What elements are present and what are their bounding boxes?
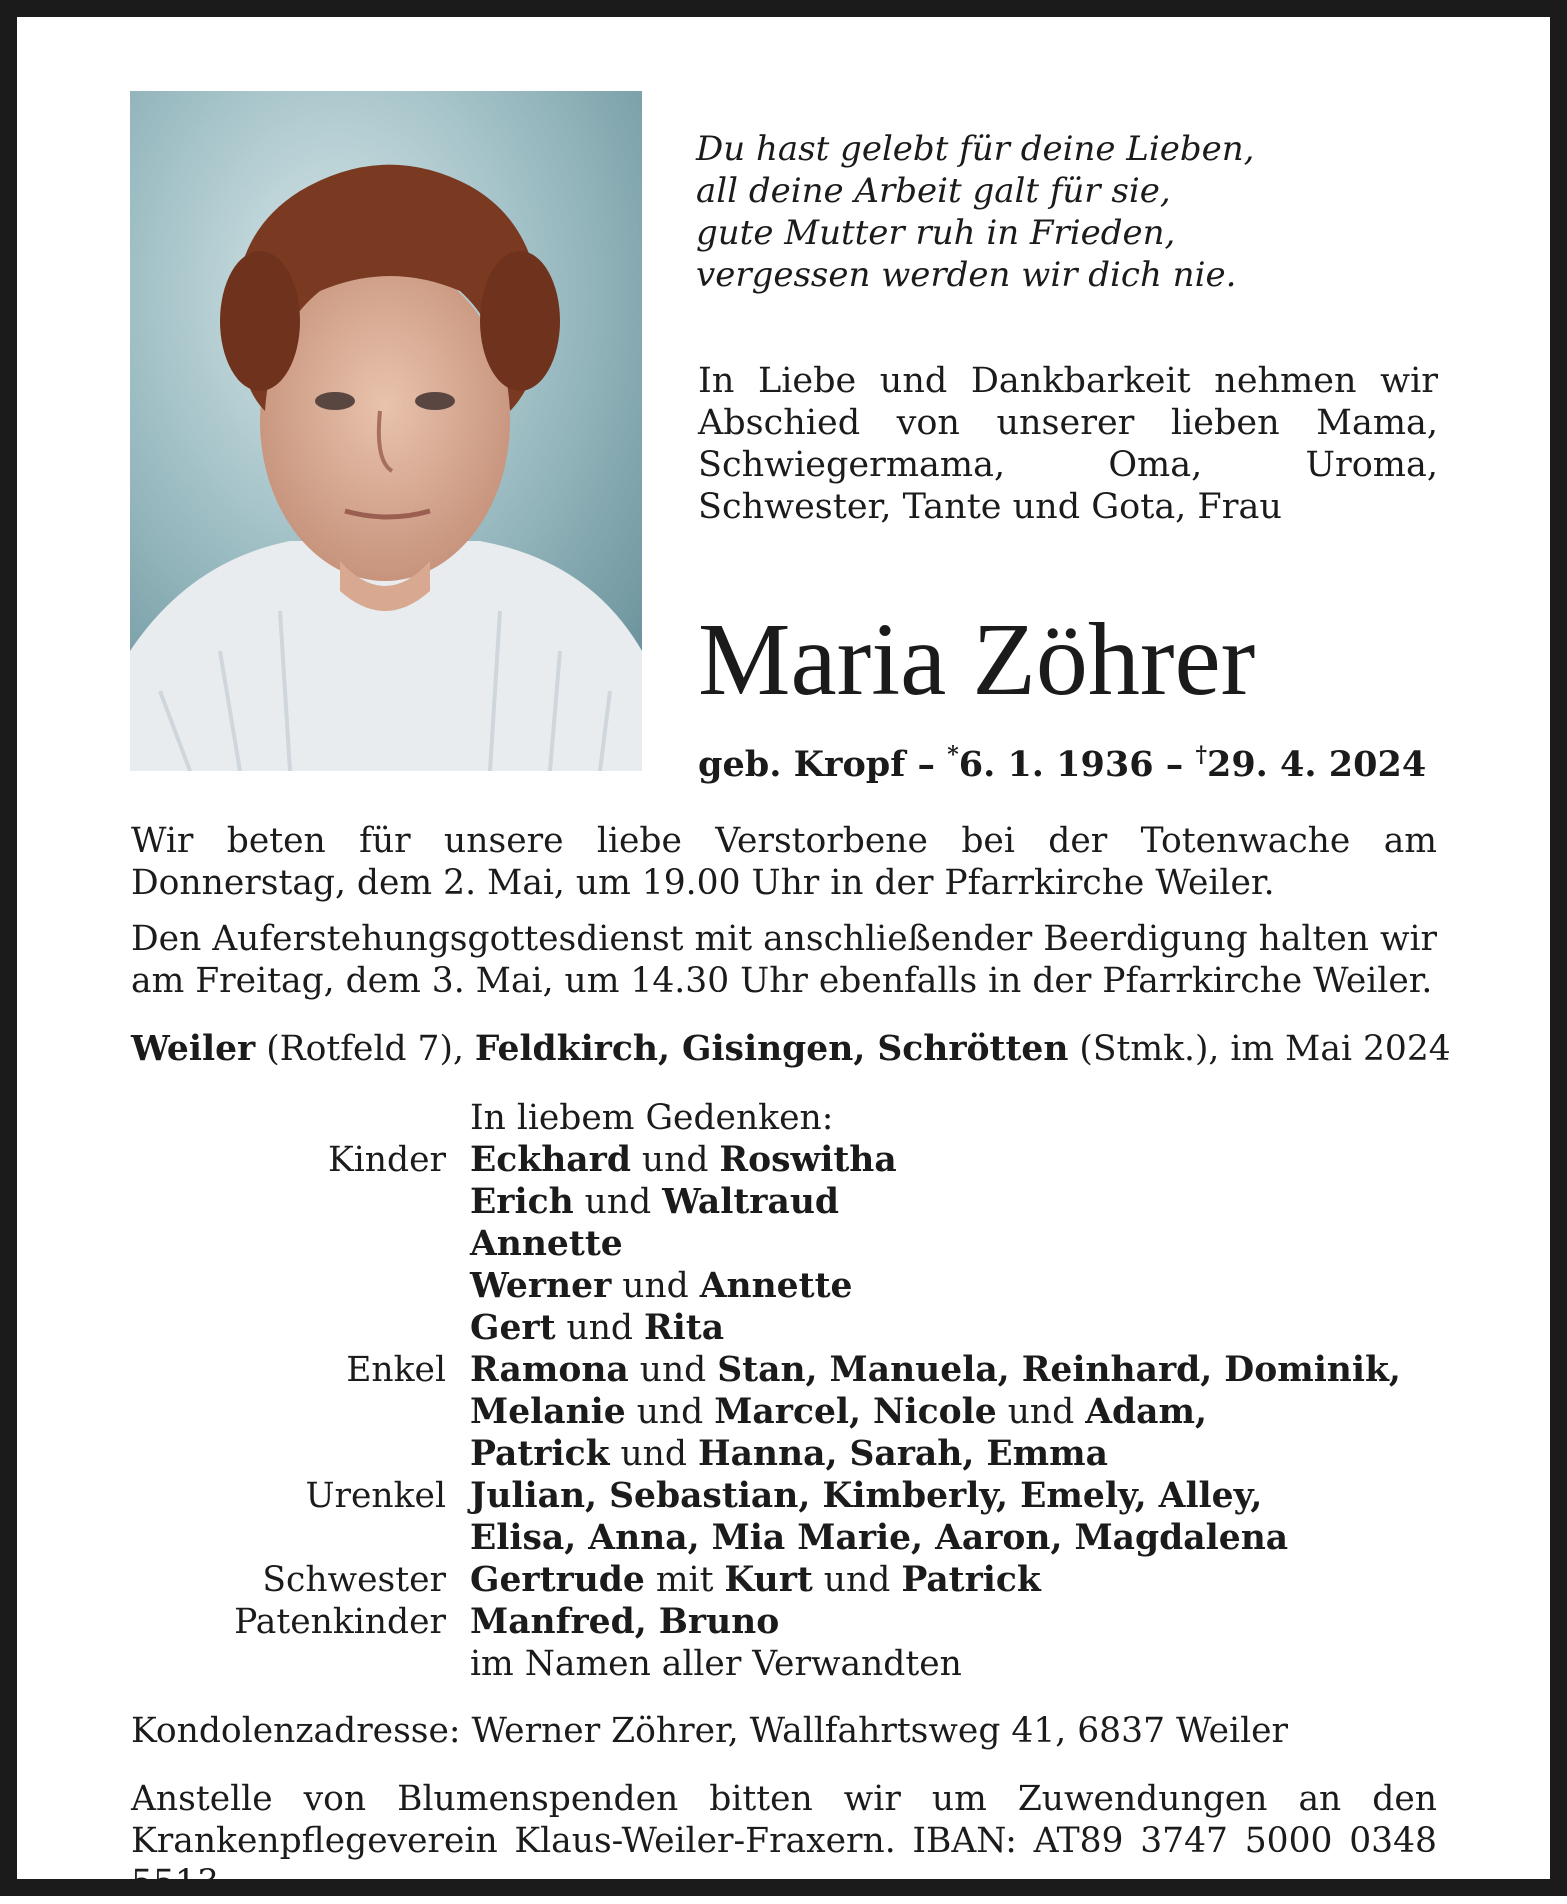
list-item — [160, 1601, 1460, 1643]
mourner-name: Gertrude — [470, 1560, 645, 1600]
list-item — [160, 1223, 1460, 1265]
list-item — [160, 1517, 1460, 1559]
intro-text: In Liebe und Dankbarkeit nehmen wir Abschied von unserer lieben Mama, Schwiegermama, Oma, Uroma, Schwester, Tante und Gota, Frau — [698, 361, 1438, 527]
place-detail: (Rotfeld 7), — [255, 1029, 475, 1069]
group-label-schwester: Schwester — [262, 1560, 446, 1600]
date-separator: – — [1165, 744, 1184, 785]
death-symbol: † — [1195, 742, 1207, 768]
mourner-name: Waltraud — [662, 1182, 840, 1222]
life-dates — [698, 733, 1426, 787]
condolence-address: Kondolenzadresse: Werner Zöhrer, Wallfahrtsweg 41, 6837 Weiler — [131, 1711, 1289, 1751]
conjunction: und — [625, 1392, 715, 1432]
mourner-name: Kurt — [724, 1560, 813, 1600]
portrait-illustration — [130, 91, 642, 771]
conjunction: und — [630, 1140, 720, 1180]
list-item — [160, 1307, 1460, 1349]
list-item — [160, 1433, 1460, 1475]
conjunction: und — [555, 1308, 644, 1348]
mourners-footer: im Namen aller Verwandten — [470, 1644, 962, 1684]
region-date: (Stmk.), im Mai 2024 — [1068, 1029, 1451, 1069]
mourner-name: Rita — [644, 1308, 725, 1348]
mourner-name: Adam, — [1085, 1392, 1207, 1432]
conjunction: und — [628, 1350, 718, 1390]
portrait-photo — [130, 91, 642, 771]
mourner-name: Hanna, Sarah, Emma — [697, 1434, 1109, 1474]
vigil-paragraph: Wir beten für unsere liebe Verstorbene bei der Totenwache am Donnerstag, dem 2. Mai, um 19.00 Uhr in der Pfarrkirche Weiler. — [131, 821, 1437, 903]
poem-line: all deine Arbeit galt für sie, — [696, 171, 1171, 211]
mourner-name: Stan, Manuela, Reinhard, Dominik, — [717, 1350, 1401, 1390]
donation-note: Anstelle von Blumenspenden bitten wir um Zuwendungen an den Krankenpflegeverein Klaus-Weiler-Fraxern. IBAN: AT89 3747 5000 0348 5513 — [131, 1779, 1437, 1903]
mourner-name: Patrick — [901, 1560, 1041, 1600]
list-item — [160, 1475, 1460, 1517]
conjunction: und — [573, 1182, 663, 1222]
conjunction: und — [611, 1266, 700, 1306]
list-item — [160, 1181, 1460, 1223]
poem-line: vergessen werden wir dich nie. — [696, 255, 1237, 295]
birth-symbol: * — [947, 742, 959, 768]
memorial-poem — [696, 128, 1254, 296]
list-item — [160, 1391, 1460, 1433]
birth-date: 6. 1. 1936 — [958, 744, 1154, 785]
mourner-name: Patrick — [470, 1434, 610, 1474]
place-primary: Weiler — [131, 1029, 256, 1069]
mourner-name: Manfred, Bruno — [470, 1602, 780, 1642]
group-label-urenkel: Urenkel — [305, 1476, 446, 1516]
deceased-name: Maria Zöhrer — [698, 602, 1256, 717]
location-line — [131, 1028, 1451, 1070]
mourner-name: Annette — [470, 1224, 623, 1264]
poem-line: Du hast gelebt für deine Lieben, — [696, 129, 1255, 169]
poem-line: gute Mutter ruh in Frieden, — [696, 213, 1176, 253]
mourner-name: Marcel, Nicole — [714, 1392, 997, 1432]
mourner-name: Erich — [470, 1182, 574, 1222]
mourner-name: Elisa, Anna, Mia Marie, Aaron, Magdalena — [470, 1518, 1289, 1558]
mourner-name: Annette — [699, 1266, 853, 1306]
mourner-name: Eckhard — [470, 1140, 631, 1180]
group-label-patenkinder: Patenkinder — [234, 1602, 446, 1642]
mourners-list — [160, 1097, 1460, 1685]
conjunction: und — [812, 1560, 902, 1600]
conjunction: mit — [644, 1560, 725, 1600]
mourner-name: Julian, Sebastian, Kimberly, Emely, Alley, — [470, 1476, 1263, 1516]
places-list: Feldkirch, Gisingen, Schrötten — [474, 1029, 1069, 1069]
mourner-name: Melanie — [470, 1392, 626, 1432]
list-item — [160, 1139, 1460, 1181]
conjunction: und — [609, 1434, 698, 1474]
mourners-heading: In liebem Gedenken: — [470, 1098, 834, 1138]
group-label-enkel: Enkel — [346, 1350, 446, 1390]
mourner-name: Gert — [470, 1308, 556, 1348]
birth-name: geb. Kropf — [698, 744, 906, 785]
mourner-name: Werner — [470, 1266, 612, 1306]
list-item — [160, 1265, 1460, 1307]
mourner-name: Ramona — [470, 1350, 629, 1390]
funeral-paragraph: Den Auferstehungsgottesdienst mit anschließender Beerdigung halten wir am Freitag, dem 3. Mai, um 14.30 Uhr ebenfalls in der Pfarrkirche Weiler. — [131, 919, 1437, 1001]
list-item — [160, 1349, 1460, 1391]
group-label-kinder: Kinder — [327, 1140, 446, 1180]
conjunction: und — [996, 1392, 1086, 1432]
mourner-name: Roswitha — [719, 1140, 897, 1180]
death-date: 29. 4. 2024 — [1206, 744, 1427, 785]
list-item — [160, 1559, 1460, 1601]
date-separator: – — [917, 744, 936, 785]
